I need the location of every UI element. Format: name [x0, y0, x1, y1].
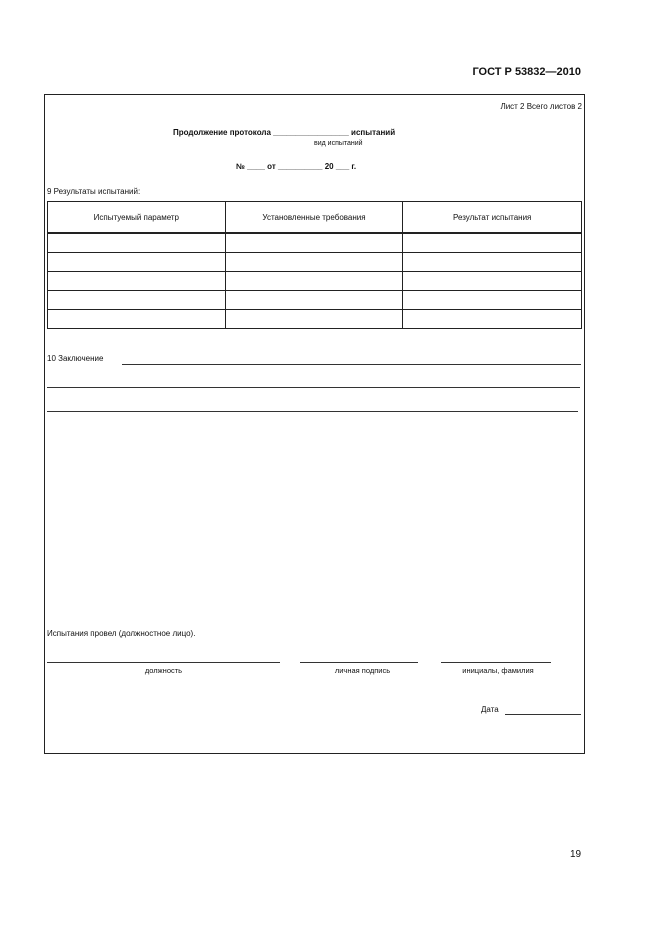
conclusion-line	[47, 387, 580, 388]
name-caption: инициалы, фамилия	[462, 666, 534, 675]
page-number: 19	[570, 849, 582, 860]
name-line	[441, 662, 551, 663]
table-row	[48, 310, 582, 329]
table-cell	[48, 233, 226, 253]
table-cell	[225, 233, 403, 253]
column-header: Результат испытания	[403, 202, 582, 234]
table-cell	[403, 253, 582, 272]
table-row	[48, 253, 582, 272]
table-cell	[403, 310, 582, 329]
conclusion-line	[47, 411, 578, 412]
conclusion-line	[122, 364, 581, 365]
table-row	[48, 233, 582, 253]
protocol-title-suffix: испытаний	[351, 128, 396, 137]
table-cell	[225, 291, 403, 310]
table-cell	[225, 272, 403, 291]
table-cell	[48, 291, 226, 310]
table-cell	[403, 233, 582, 253]
table-cell	[403, 291, 582, 310]
tester-intro: Испытания провел (должностное лицо).	[47, 629, 196, 638]
protocol-number-line: № ____ от __________ 20 ___ г.	[236, 162, 357, 171]
table-cell	[48, 310, 226, 329]
table-cell	[48, 253, 226, 272]
results-table	[47, 201, 582, 329]
protocol-title	[173, 128, 395, 137]
protocol-type-blank: _________________	[273, 128, 349, 137]
column-header: Испытуемый параметр	[48, 202, 226, 234]
sheet-info: Лист 2 Всего листов 2	[500, 102, 582, 111]
table-row	[48, 291, 582, 310]
column-header: Установленные требования	[225, 202, 403, 234]
table-cell	[225, 310, 403, 329]
date-label: Дата	[481, 705, 499, 714]
signature-caption: личная подпись	[334, 666, 391, 675]
table-row	[48, 272, 582, 291]
standard-code: ГОСТ Р 53832—2010	[472, 66, 581, 78]
protocol-title-prefix: Продолжение протокола	[173, 128, 271, 137]
table-cell	[403, 272, 582, 291]
position-caption: должность	[144, 666, 183, 675]
table-header-row	[48, 202, 582, 234]
table-cell	[48, 272, 226, 291]
protocol-subtitle: вид испытаний	[314, 140, 363, 147]
section10-title: 10 Заключение	[47, 354, 104, 363]
section9-title: 9 Результаты испытаний:	[47, 187, 141, 196]
signature-line	[300, 662, 418, 663]
table-cell	[225, 253, 403, 272]
date-line	[505, 714, 581, 715]
position-line	[47, 662, 280, 663]
